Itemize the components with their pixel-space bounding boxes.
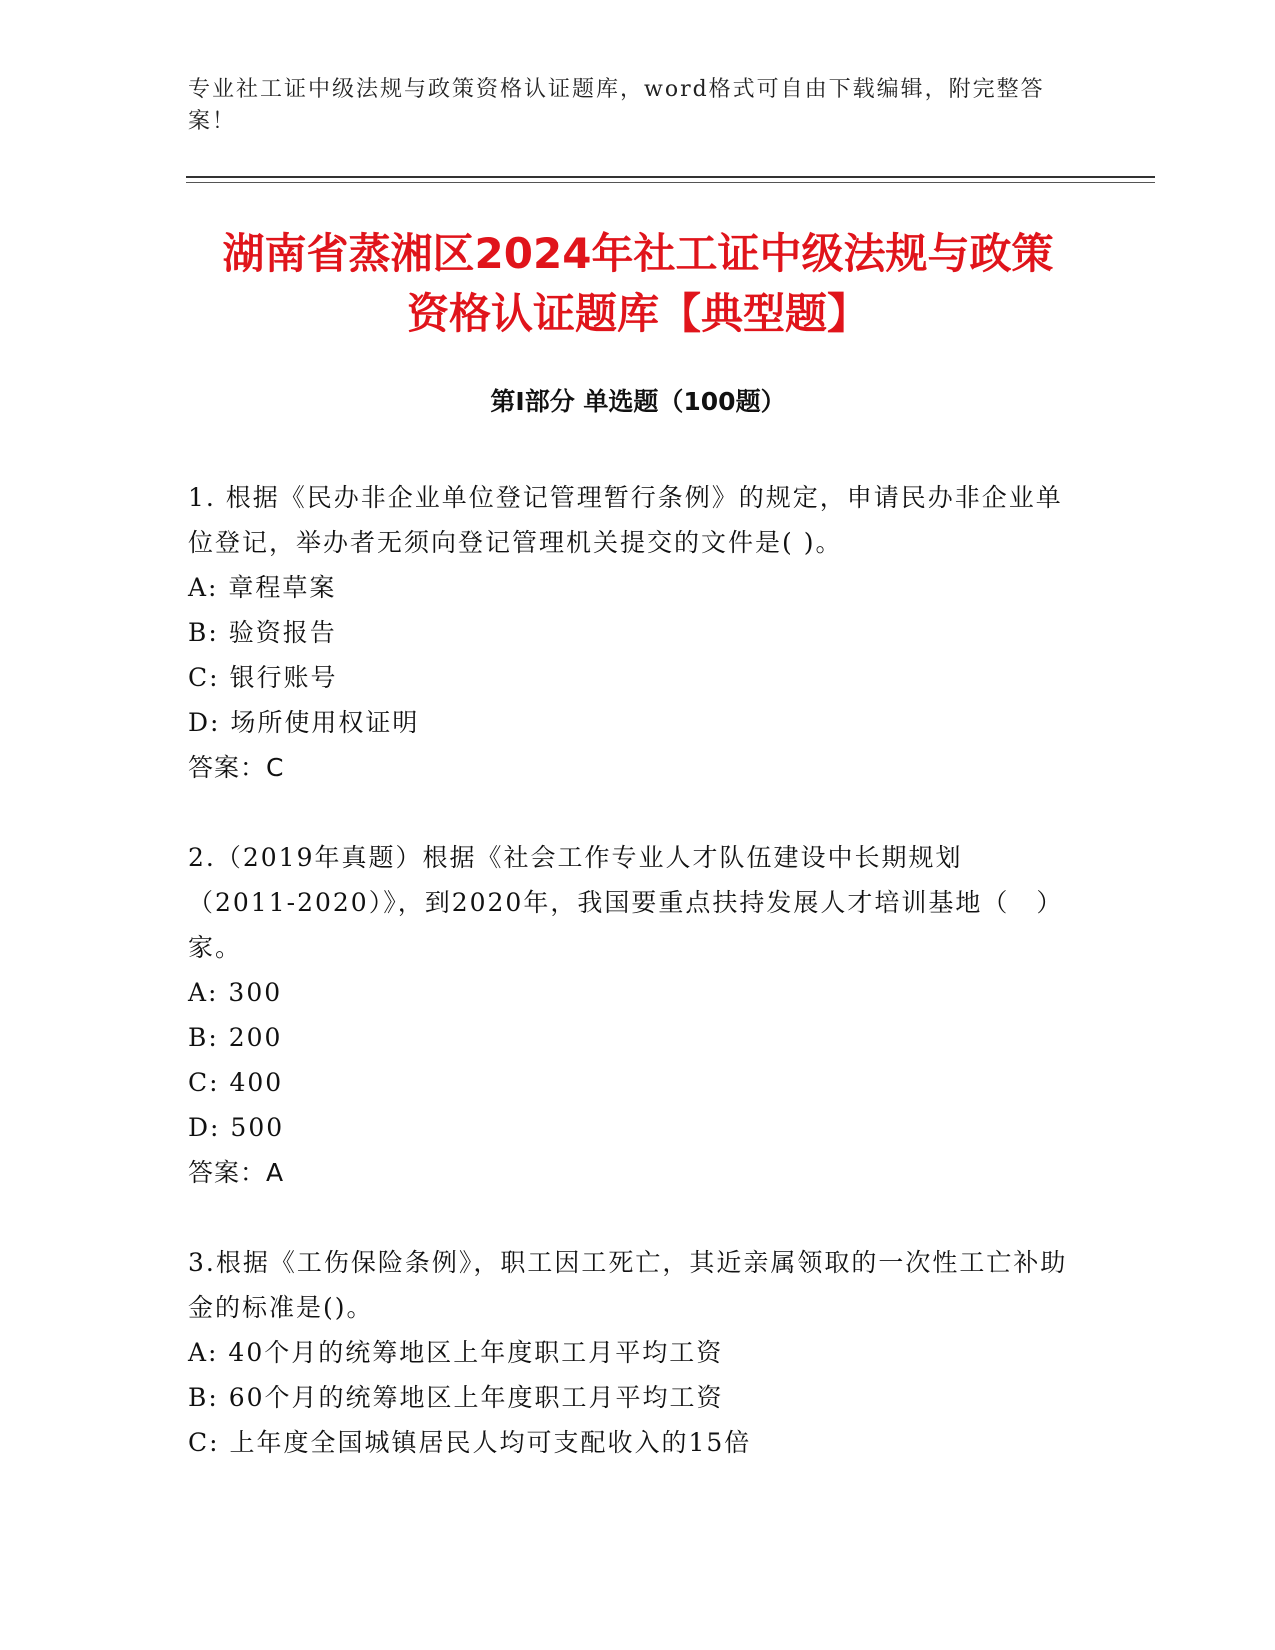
header-note: 专业社工证中级法规与政策资格认证题库，word格式可自由下载编辑，附完整答案！ [188, 77, 1045, 134]
document-title-line2: 资格认证题库【典型题】 [406, 289, 869, 338]
question-stem: 1. 根据《民办非企业单位登记管理暂行条例》的规定，申请民办非企业单位登记，举办者无须向登记管理机关提交的文件是( )。 [188, 483, 1063, 557]
question-stem: 2.（2019年真题）根据《社会工作专业人才队伍建设中长期规划（2011-2020）》，到2020年，我国要重点扶持发展人才培训基地（ ）家。 [188, 843, 1064, 962]
document-title-line1: 湖南省蒸湘区2024年社工证中级法规与政策 [222, 229, 1054, 278]
question-list [188, 475, 1068, 1510]
option-c: C: 银行账号 [188, 663, 338, 692]
question-stem: 3.根据《工伤保险条例》，职工因工死亡，其近亲属领取的一次性工亡补助金的标准是()。 [188, 1248, 1068, 1322]
option-a: A: 300 [188, 978, 283, 1007]
option-c: C: 上年度全国城镇居民人均可支配收入的15倍 [188, 1428, 752, 1457]
question-1 [188, 475, 1068, 790]
option-b: B: 验资报告 [188, 618, 337, 647]
answer: 答案：A [188, 1158, 285, 1187]
option-d: D: 500 [188, 1113, 285, 1142]
document-title [186, 224, 1090, 344]
option-a: A: 章程草案 [188, 573, 337, 602]
option-b: B: 200 [188, 1023, 283, 1052]
option-c: C: 400 [188, 1068, 284, 1097]
header-divider-thick [186, 176, 1155, 178]
answer: 答案：C [188, 753, 285, 782]
option-a: A: 40个月的统筹地区上年度职工月平均工资 [188, 1338, 724, 1367]
question-2 [188, 835, 1068, 1195]
option-d: D: 场所使用权证明 [188, 708, 420, 737]
question-3 [188, 1240, 1068, 1465]
option-b: B: 60个月的统筹地区上年度职工月平均工资 [188, 1383, 724, 1412]
section-title: 第Ⅰ部分 单选题（100题） [490, 387, 786, 416]
header-divider-thin [186, 182, 1155, 183]
